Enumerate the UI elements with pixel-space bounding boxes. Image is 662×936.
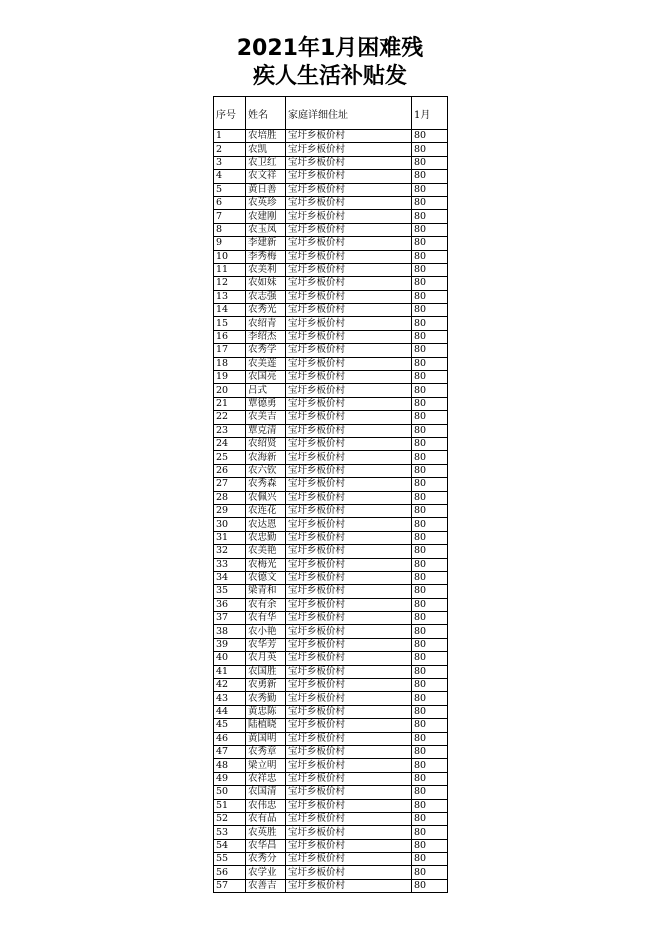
cell-seq: 26 [214, 464, 246, 477]
cell-address: 宝圩乡板价村 [286, 277, 412, 290]
cell-name: 农秀森 [246, 478, 286, 491]
cell-name: 农梅光 [246, 558, 286, 571]
table-row [214, 263, 448, 276]
cell-address: 宝圩乡板价村 [286, 170, 412, 183]
table-row [214, 371, 448, 384]
cell-name: 农绍贤 [246, 437, 286, 450]
table-row [214, 839, 448, 852]
header-address: 家庭详细住址 [286, 97, 412, 130]
cell-amount: 80 [412, 759, 448, 772]
table-row [214, 585, 448, 598]
cell-name: 农秀章 [246, 745, 286, 758]
cell-address: 宝圩乡板价村 [286, 558, 412, 571]
cell-name: 农文祥 [246, 170, 286, 183]
cell-name: 农秀分 [246, 853, 286, 866]
page-title-line-1: 2021年1月困难残 [236, 36, 424, 61]
table-row [214, 826, 448, 839]
cell-address: 宝圩乡板价村 [286, 156, 412, 169]
cell-address: 宝圩乡板价村 [286, 183, 412, 196]
table-row [214, 518, 448, 531]
cell-address: 宝圩乡板价村 [286, 571, 412, 584]
cell-name: 农美莲 [246, 357, 286, 370]
table-row [214, 277, 448, 290]
cell-address: 宝圩乡板价村 [286, 732, 412, 745]
page-title-line-2: 疾人生活补贴发 [252, 64, 407, 89]
table-row [214, 411, 448, 424]
cell-name: 农培胜 [246, 130, 286, 143]
cell-seq: 5 [214, 183, 246, 196]
cell-amount: 80 [412, 652, 448, 665]
cell-address: 宝圩乡板价村 [286, 531, 412, 544]
cell-seq: 33 [214, 558, 246, 571]
cell-address: 宝圩乡板价村 [286, 397, 412, 410]
cell-address: 宝圩乡板价村 [286, 692, 412, 705]
table-header-row [214, 97, 448, 130]
cell-seq: 35 [214, 585, 246, 598]
table-row [214, 330, 448, 343]
cell-seq: 56 [214, 866, 246, 879]
cell-name: 农美艳 [246, 545, 286, 558]
table-row [214, 812, 448, 825]
cell-name: 农海新 [246, 451, 286, 464]
cell-amount: 80 [412, 705, 448, 718]
cell-address: 宝圩乡板价村 [286, 625, 412, 638]
cell-address: 宝圩乡板价村 [286, 210, 412, 223]
cell-address: 宝圩乡板价村 [286, 799, 412, 812]
cell-address: 宝圩乡板价村 [286, 853, 412, 866]
cell-amount: 80 [412, 638, 448, 651]
cell-seq: 38 [214, 625, 246, 638]
cell-address: 宝圩乡板价村 [286, 491, 412, 504]
cell-address: 宝圩乡板价村 [286, 839, 412, 852]
cell-name: 李建新 [246, 237, 286, 250]
cell-address: 宝圩乡板价村 [286, 705, 412, 718]
cell-address: 宝圩乡板价村 [286, 826, 412, 839]
cell-name: 农志强 [246, 290, 286, 303]
table-row [214, 130, 448, 143]
table-row [214, 237, 448, 250]
cell-seq: 46 [214, 732, 246, 745]
cell-name: 吕式 [246, 384, 286, 397]
cell-seq: 39 [214, 638, 246, 651]
cell-name: 陆植晓 [246, 719, 286, 732]
cell-amount: 80 [412, 531, 448, 544]
cell-name: 农如妹 [246, 277, 286, 290]
cell-amount: 80 [412, 491, 448, 504]
table-row [214, 196, 448, 209]
cell-address: 宝圩乡板价村 [286, 384, 412, 397]
cell-address: 宝圩乡板价村 [286, 719, 412, 732]
cell-amount: 80 [412, 612, 448, 625]
table-row [214, 759, 448, 772]
table-row [214, 317, 448, 330]
cell-amount: 80 [412, 183, 448, 196]
cell-name: 黄日善 [246, 183, 286, 196]
cell-amount: 80 [412, 786, 448, 799]
cell-seq: 12 [214, 277, 246, 290]
table-row [214, 170, 448, 183]
cell-address: 宝圩乡板价村 [286, 612, 412, 625]
cell-seq: 19 [214, 371, 246, 384]
cell-seq: 55 [214, 853, 246, 866]
table-row [214, 451, 448, 464]
table-row [214, 545, 448, 558]
cell-address: 宝圩乡板价村 [286, 772, 412, 785]
cell-seq: 31 [214, 531, 246, 544]
cell-name: 农六钦 [246, 464, 286, 477]
cell-amount: 80 [412, 518, 448, 531]
cell-seq: 32 [214, 545, 246, 558]
cell-name: 农美利 [246, 263, 286, 276]
cell-name: 黄忠陈 [246, 705, 286, 718]
table-row [214, 344, 448, 357]
table-row [214, 598, 448, 611]
cell-name: 梁立明 [246, 759, 286, 772]
table-row [214, 732, 448, 745]
cell-amount: 80 [412, 545, 448, 558]
cell-amount: 80 [412, 437, 448, 450]
cell-amount: 80 [412, 812, 448, 825]
cell-address: 宝圩乡板价村 [286, 411, 412, 424]
table-row [214, 745, 448, 758]
cell-address: 宝圩乡板价村 [286, 223, 412, 236]
cell-name: 农有余 [246, 598, 286, 611]
cell-address: 宝圩乡板价村 [286, 290, 412, 303]
cell-seq: 1 [214, 130, 246, 143]
cell-name: 农英珍 [246, 196, 286, 209]
cell-name: 农绍青 [246, 317, 286, 330]
table-row [214, 183, 448, 196]
cell-seq: 36 [214, 598, 246, 611]
cell-address: 宝圩乡板价村 [286, 652, 412, 665]
cell-address: 宝圩乡板价村 [286, 371, 412, 384]
cell-amount: 80 [412, 665, 448, 678]
cell-address: 宝圩乡板价村 [286, 665, 412, 678]
table-row [214, 679, 448, 692]
cell-amount: 80 [412, 330, 448, 343]
cell-amount: 80 [412, 732, 448, 745]
cell-name: 农月英 [246, 652, 286, 665]
table-row [214, 652, 448, 665]
cell-name: 农秀勤 [246, 692, 286, 705]
table-row [214, 143, 448, 156]
cell-seq: 42 [214, 679, 246, 692]
cell-seq: 18 [214, 357, 246, 370]
table-row [214, 478, 448, 491]
cell-amount: 80 [412, 344, 448, 357]
cell-amount: 80 [412, 250, 448, 263]
table-row [214, 223, 448, 236]
table-row [214, 558, 448, 571]
cell-seq: 53 [214, 826, 246, 839]
cell-address: 宝圩乡板价村 [286, 344, 412, 357]
table-row [214, 304, 448, 317]
cell-address: 宝圩乡板价村 [286, 237, 412, 250]
cell-name: 农华昌 [246, 839, 286, 852]
table-row [214, 571, 448, 584]
cell-seq: 27 [214, 478, 246, 491]
table-row [214, 853, 448, 866]
cell-amount: 80 [412, 745, 448, 758]
cell-amount: 80 [412, 290, 448, 303]
cell-amount: 80 [412, 277, 448, 290]
cell-seq: 14 [214, 304, 246, 317]
cell-seq: 43 [214, 692, 246, 705]
table-row [214, 504, 448, 517]
cell-name: 农小艳 [246, 625, 286, 638]
cell-name: 黄国明 [246, 732, 286, 745]
table-row [214, 772, 448, 785]
cell-amount: 80 [412, 719, 448, 732]
cell-name: 李秀梅 [246, 250, 286, 263]
table-row [214, 384, 448, 397]
cell-seq: 3 [214, 156, 246, 169]
cell-amount: 80 [412, 263, 448, 276]
cell-address: 宝圩乡板价村 [286, 317, 412, 330]
cell-amount: 80 [412, 598, 448, 611]
cell-seq: 49 [214, 772, 246, 785]
header-month: 1月 [412, 97, 448, 130]
cell-name: 农玉凤 [246, 223, 286, 236]
cell-amount: 80 [412, 317, 448, 330]
cell-address: 宝圩乡板价村 [286, 545, 412, 558]
cell-amount: 80 [412, 304, 448, 317]
cell-address: 宝圩乡板价村 [286, 196, 412, 209]
cell-amount: 80 [412, 384, 448, 397]
cell-seq: 2 [214, 143, 246, 156]
table-row [214, 210, 448, 223]
cell-name: 农秀光 [246, 304, 286, 317]
cell-address: 宝圩乡板价村 [286, 679, 412, 692]
cell-seq: 20 [214, 384, 246, 397]
cell-seq: 21 [214, 397, 246, 410]
cell-address: 宝圩乡板价村 [286, 437, 412, 450]
cell-amount: 80 [412, 397, 448, 410]
cell-address: 宝圩乡板价村 [286, 518, 412, 531]
cell-amount: 80 [412, 799, 448, 812]
cell-seq: 8 [214, 223, 246, 236]
cell-seq: 30 [214, 518, 246, 531]
cell-name: 农建刚 [246, 210, 286, 223]
cell-address: 宝圩乡板价村 [286, 357, 412, 370]
cell-name: 农有华 [246, 612, 286, 625]
cell-amount: 80 [412, 143, 448, 156]
table-row [214, 397, 448, 410]
cell-name: 农德文 [246, 571, 286, 584]
table-row [214, 424, 448, 437]
cell-seq: 48 [214, 759, 246, 772]
cell-address: 宝圩乡板价村 [286, 143, 412, 156]
cell-seq: 13 [214, 290, 246, 303]
header-seq: 序号 [214, 97, 246, 130]
cell-name: 农国清 [246, 786, 286, 799]
cell-amount: 80 [412, 478, 448, 491]
table-row [214, 531, 448, 544]
cell-name: 农国亮 [246, 371, 286, 384]
cell-amount: 80 [412, 357, 448, 370]
cell-seq: 40 [214, 652, 246, 665]
table-row [214, 638, 448, 651]
cell-name: 梁青和 [246, 585, 286, 598]
cell-seq: 28 [214, 491, 246, 504]
cell-amount: 80 [412, 853, 448, 866]
cell-seq: 45 [214, 719, 246, 732]
cell-address: 宝圩乡板价村 [286, 130, 412, 143]
cell-amount: 80 [412, 196, 448, 209]
cell-amount: 80 [412, 585, 448, 598]
cell-amount: 80 [412, 679, 448, 692]
cell-name: 农秀学 [246, 344, 286, 357]
cell-name: 农忠勤 [246, 531, 286, 544]
cell-seq: 23 [214, 424, 246, 437]
cell-name: 农连花 [246, 504, 286, 517]
cell-address: 宝圩乡板价村 [286, 504, 412, 517]
cell-amount: 80 [412, 826, 448, 839]
cell-address: 宝圩乡板价村 [286, 478, 412, 491]
cell-address: 宝圩乡板价村 [286, 250, 412, 263]
cell-seq: 29 [214, 504, 246, 517]
table-row [214, 665, 448, 678]
cell-name: 覃克清 [246, 424, 286, 437]
cell-name: 农学业 [246, 866, 286, 879]
table-row [214, 625, 448, 638]
cell-amount: 80 [412, 237, 448, 250]
cell-amount: 80 [412, 170, 448, 183]
cell-name: 农祥忠 [246, 772, 286, 785]
table-row [214, 250, 448, 263]
cell-seq: 7 [214, 210, 246, 223]
cell-seq: 57 [214, 879, 246, 892]
table-row [214, 290, 448, 303]
cell-seq: 41 [214, 665, 246, 678]
cell-seq: 37 [214, 612, 246, 625]
cell-name: 农达恩 [246, 518, 286, 531]
cell-address: 宝圩乡板价村 [286, 866, 412, 879]
cell-amount: 80 [412, 839, 448, 852]
cell-seq: 9 [214, 237, 246, 250]
cell-seq: 4 [214, 170, 246, 183]
table-row [214, 357, 448, 370]
cell-seq: 24 [214, 437, 246, 450]
cell-amount: 80 [412, 371, 448, 384]
cell-address: 宝圩乡板价村 [286, 585, 412, 598]
cell-address: 宝圩乡板价村 [286, 759, 412, 772]
cell-amount: 80 [412, 156, 448, 169]
cell-seq: 50 [214, 786, 246, 799]
cell-amount: 80 [412, 424, 448, 437]
header-name: 姓名 [246, 97, 286, 130]
table-body [214, 130, 448, 893]
cell-amount: 80 [412, 451, 448, 464]
cell-address: 宝圩乡板价村 [286, 786, 412, 799]
cell-address: 宝圩乡板价村 [286, 879, 412, 892]
cell-seq: 22 [214, 411, 246, 424]
table-row [214, 705, 448, 718]
table-row [214, 437, 448, 450]
cell-name: 农美吉 [246, 411, 286, 424]
cell-name: 覃德勇 [246, 397, 286, 410]
cell-seq: 34 [214, 571, 246, 584]
table-row [214, 464, 448, 477]
cell-amount: 80 [412, 571, 448, 584]
table-row [214, 719, 448, 732]
cell-amount: 80 [412, 692, 448, 705]
cell-amount: 80 [412, 504, 448, 517]
cell-address: 宝圩乡板价村 [286, 745, 412, 758]
cell-seq: 47 [214, 745, 246, 758]
cell-address: 宝圩乡板价村 [286, 638, 412, 651]
cell-amount: 80 [412, 772, 448, 785]
cell-amount: 80 [412, 411, 448, 424]
cell-amount: 80 [412, 558, 448, 571]
table-row [214, 692, 448, 705]
cell-seq: 54 [214, 839, 246, 852]
cell-amount: 80 [412, 625, 448, 638]
cell-seq: 11 [214, 263, 246, 276]
cell-address: 宝圩乡板价村 [286, 812, 412, 825]
cell-name: 农佩兴 [246, 491, 286, 504]
cell-amount: 80 [412, 210, 448, 223]
cell-name: 农善吉 [246, 879, 286, 892]
cell-seq: 6 [214, 196, 246, 209]
table-row [214, 491, 448, 504]
cell-name: 农凯 [246, 143, 286, 156]
table-row [214, 799, 448, 812]
cell-seq: 25 [214, 451, 246, 464]
cell-address: 宝圩乡板价村 [286, 451, 412, 464]
cell-name: 农伟忠 [246, 799, 286, 812]
cell-seq: 16 [214, 330, 246, 343]
table-row [214, 879, 448, 892]
cell-seq: 15 [214, 317, 246, 330]
table-row [214, 786, 448, 799]
cell-address: 宝圩乡板价村 [286, 330, 412, 343]
cell-amount: 80 [412, 879, 448, 892]
cell-name: 农国胜 [246, 665, 286, 678]
cell-seq: 52 [214, 812, 246, 825]
table-row [214, 866, 448, 879]
subsidy-table [213, 96, 448, 893]
cell-name: 农卫红 [246, 156, 286, 169]
table-row [214, 156, 448, 169]
cell-address: 宝圩乡板价村 [286, 464, 412, 477]
cell-amount: 80 [412, 130, 448, 143]
cell-address: 宝圩乡板价村 [286, 263, 412, 276]
cell-seq: 51 [214, 799, 246, 812]
table-row [214, 612, 448, 625]
cell-address: 宝圩乡板价村 [286, 304, 412, 317]
cell-name: 农有品 [246, 812, 286, 825]
cell-seq: 17 [214, 344, 246, 357]
cell-address: 宝圩乡板价村 [286, 598, 412, 611]
cell-name: 李绍杰 [246, 330, 286, 343]
cell-name: 农华芳 [246, 638, 286, 651]
cell-address: 宝圩乡板价村 [286, 424, 412, 437]
cell-seq: 10 [214, 250, 246, 263]
cell-amount: 80 [412, 464, 448, 477]
cell-amount: 80 [412, 223, 448, 236]
cell-name: 农勇新 [246, 679, 286, 692]
cell-amount: 80 [412, 866, 448, 879]
cell-name: 农英胜 [246, 826, 286, 839]
cell-seq: 44 [214, 705, 246, 718]
